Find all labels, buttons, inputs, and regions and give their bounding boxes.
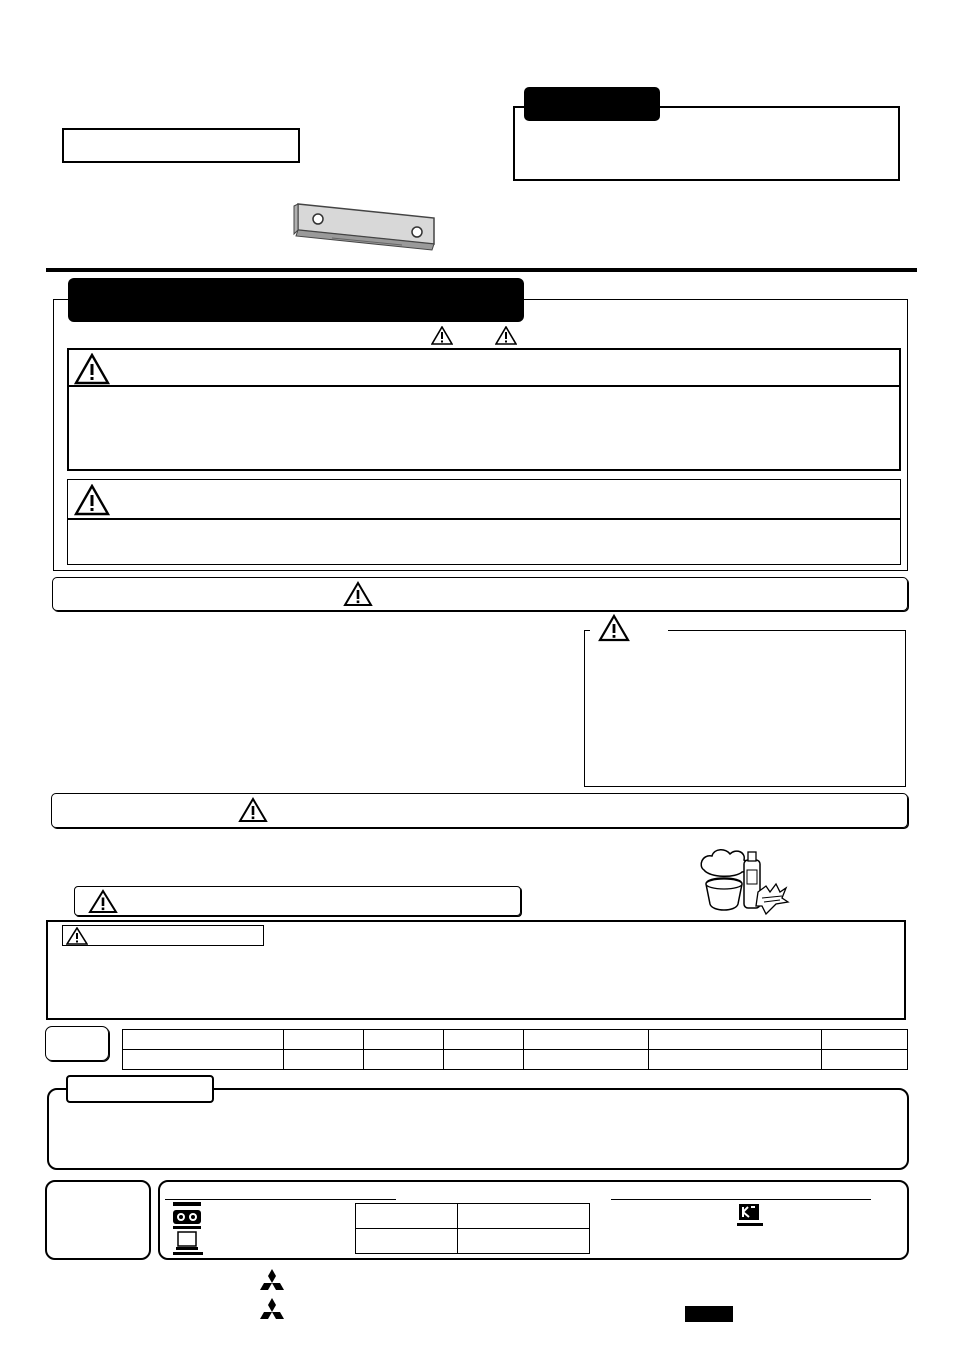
warning-icon: [238, 797, 268, 823]
warning-box: [67, 348, 901, 471]
freemail-icon: [737, 1204, 765, 1228]
table-row: [356, 1204, 590, 1229]
side-caution-box: [584, 630, 906, 787]
spec-tab: [45, 1026, 109, 1061]
care-caution-bar: [74, 886, 521, 916]
contact-left-box: [45, 1180, 151, 1260]
internet-icon: [172, 1226, 204, 1256]
small-caution-tag: [62, 925, 264, 946]
safety-header: [68, 278, 524, 322]
warning-icon: [343, 581, 373, 607]
caution-box: [67, 479, 901, 565]
caution-icon: [598, 614, 630, 642]
notice-tab: [524, 87, 660, 121]
install-caution-bar: [52, 577, 908, 611]
section-divider: [46, 268, 917, 272]
caution-icon: [74, 484, 110, 516]
table-row: [123, 1030, 908, 1050]
spec-table: [122, 1029, 908, 1070]
mitsubishi-logo-icon: [258, 1269, 286, 1295]
bracket-part-image: [292, 198, 438, 252]
contact-rule-right: [611, 1199, 871, 1200]
warning-icon: [74, 353, 110, 385]
detergent-illustration: [696, 846, 792, 918]
contact-table: [355, 1203, 590, 1254]
warning-icon: [431, 326, 453, 345]
support-tab: [66, 1075, 214, 1103]
caution-icon: [495, 326, 517, 345]
mitsubishi-logo-icon: [258, 1298, 286, 1324]
table-row: [123, 1050, 908, 1070]
cleaning-caution-bar: [51, 793, 908, 828]
table-row: [356, 1229, 590, 1254]
contact-rule-left: [165, 1199, 396, 1200]
warning-box-divider: [67, 385, 901, 387]
caution-box-divider: [67, 518, 901, 520]
warning-icon: [88, 889, 118, 914]
caution-icon: [66, 927, 88, 945]
product-name-box: [62, 128, 300, 163]
footer-badge: [685, 1306, 733, 1322]
freedial-icon: [172, 1202, 202, 1226]
